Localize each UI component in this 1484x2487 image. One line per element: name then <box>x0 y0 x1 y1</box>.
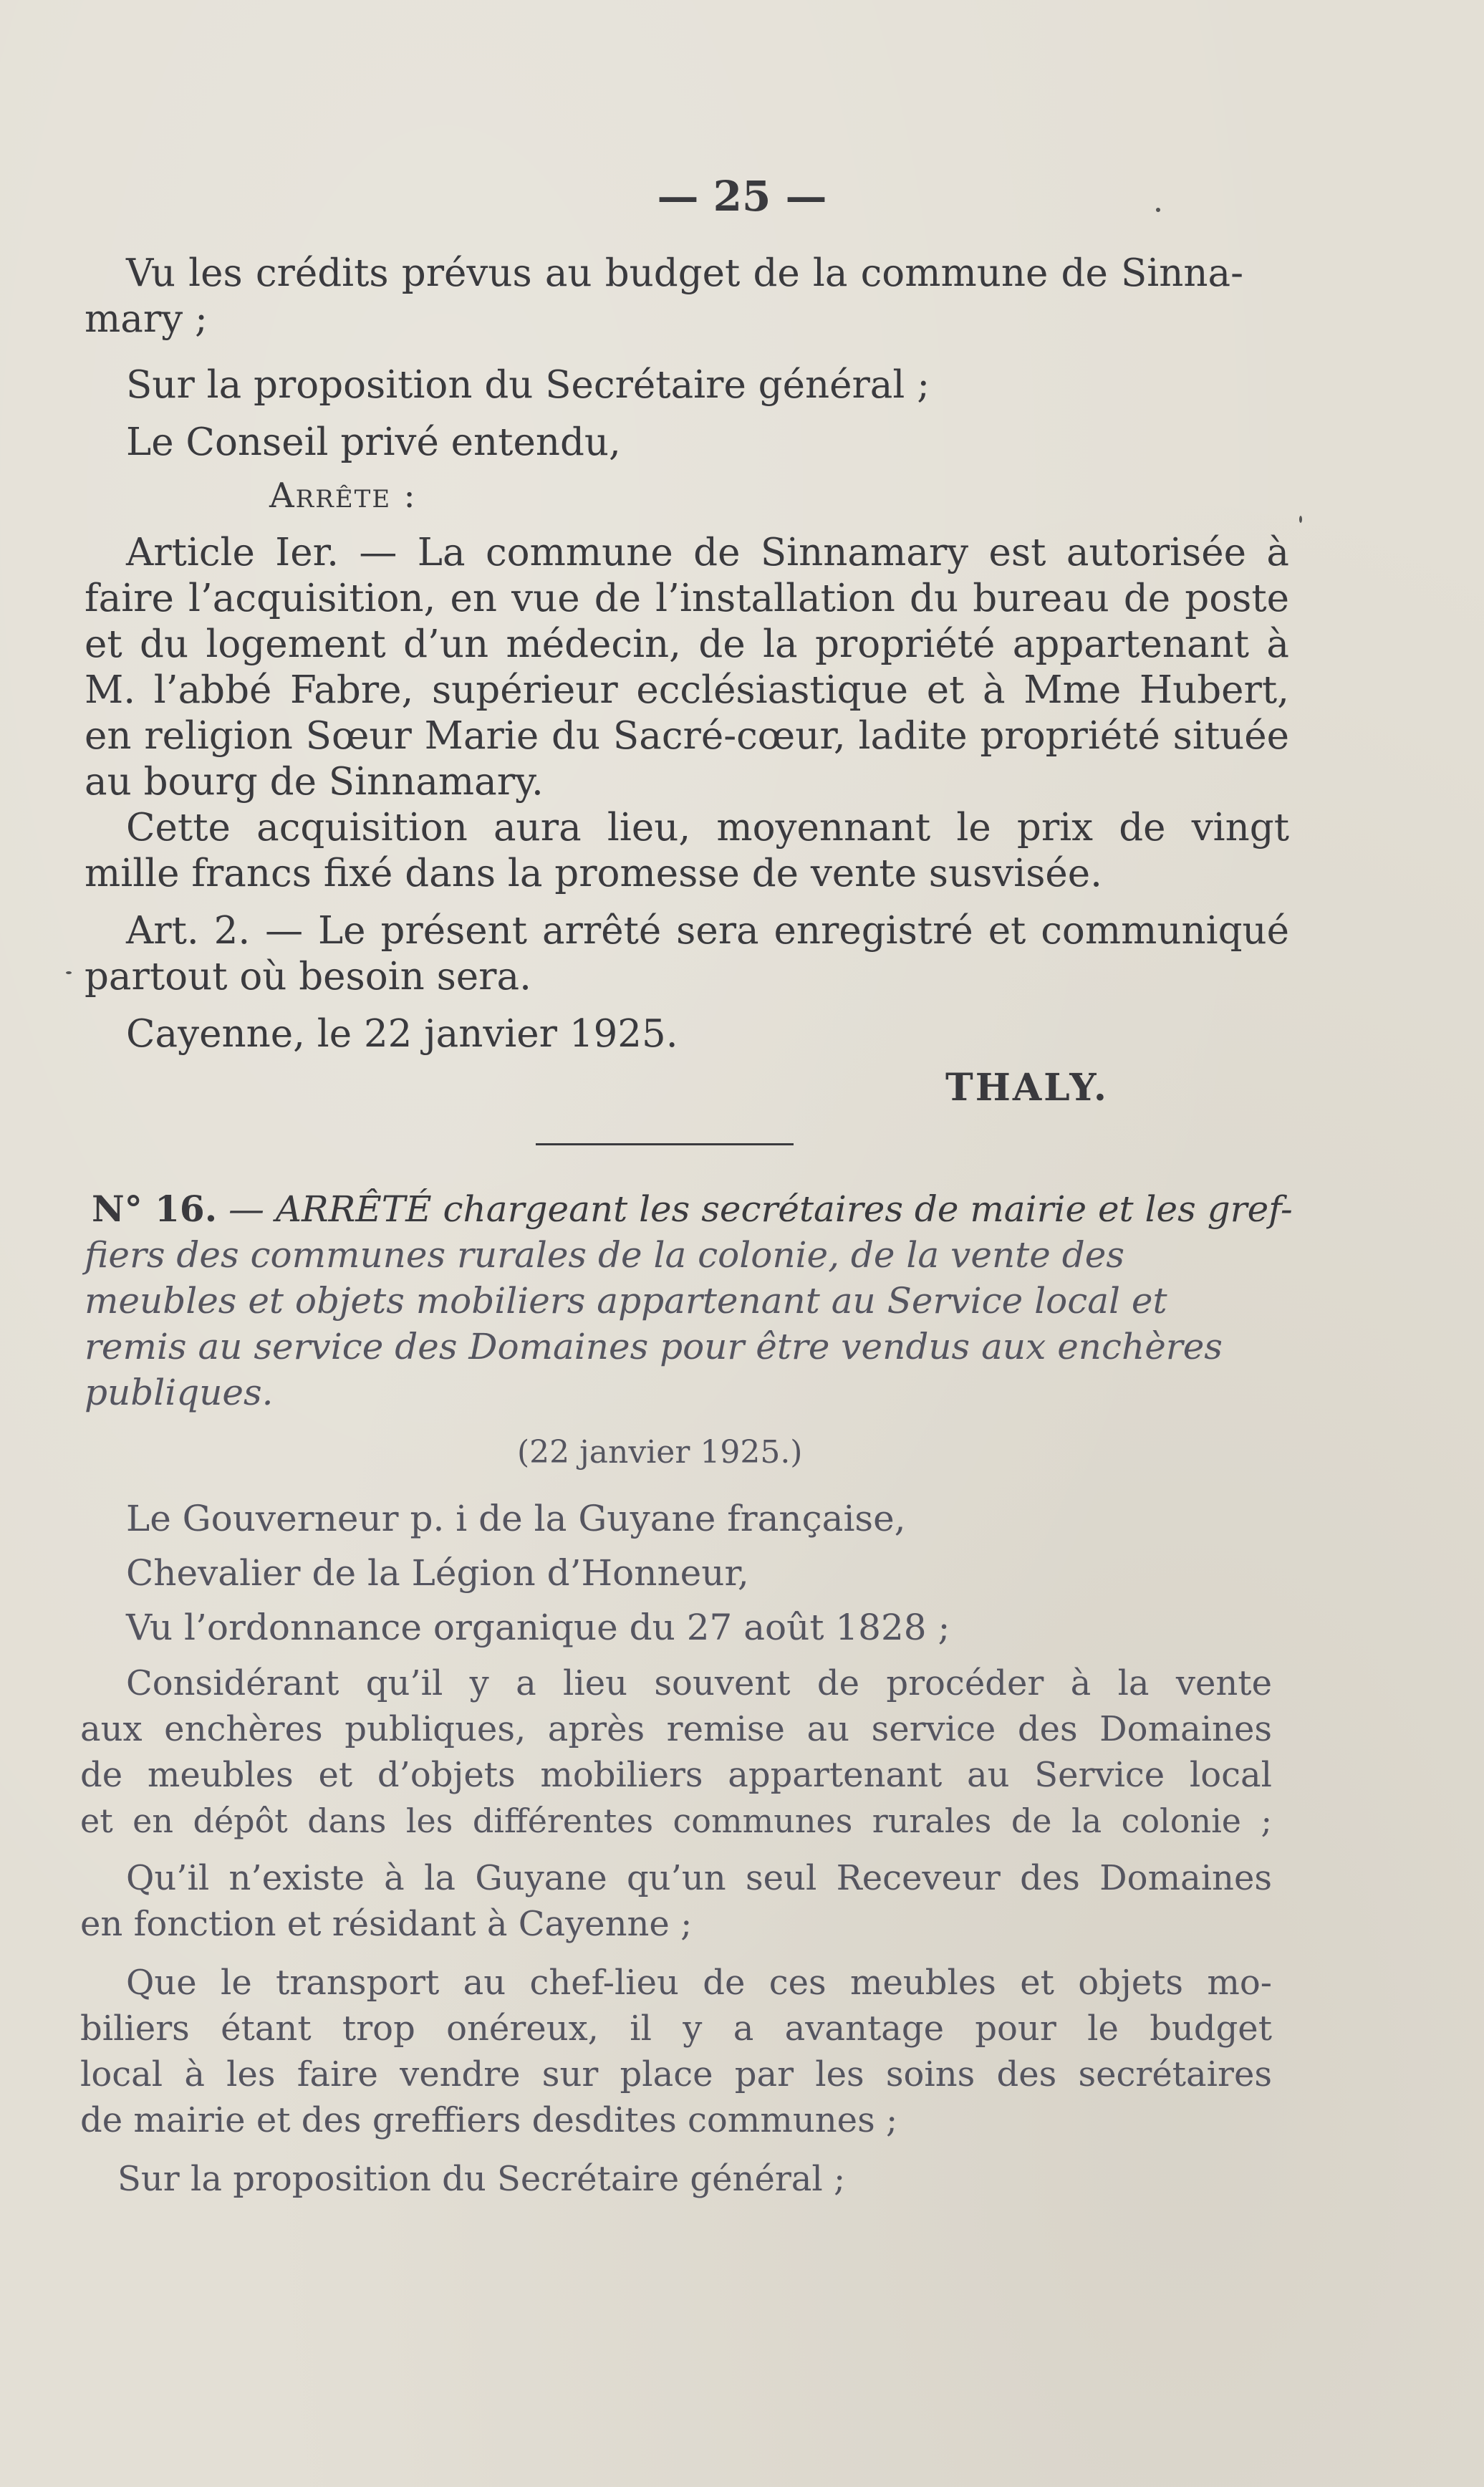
page-number: — 25 — <box>657 172 827 221</box>
proposition-line: Sur la proposition du Secrétaire général ; <box>126 363 930 407</box>
place-date: Cayenne, le 22 janvier 1925. <box>126 1012 678 1056</box>
transport-line: de mairie et des greffiers desdites communes ; <box>80 2100 898 2140</box>
decree-heading-line: publiques. <box>85 1372 274 1413</box>
article-2-line: Art. 2. — Le présent arrêté sera enregistré et communiqué <box>126 909 1289 953</box>
paper-speck <box>1299 516 1302 523</box>
receveur-line: Qu’il n’existe à la Guyane qu’un seul Receveur des Domaines <box>126 1858 1272 1898</box>
visa-line-2: mary ; <box>85 297 208 341</box>
receveur-line: en fonction et résidant à Cayenne ; <box>80 1904 693 1944</box>
section-divider <box>536 1143 794 1145</box>
chevalier-line: Chevalier de la Légion d’Honneur, <box>126 1552 749 1594</box>
conseil-line: Le Conseil privé entendu, <box>126 420 621 464</box>
paper-speck <box>1156 208 1160 212</box>
article-1-line: et du logement d’un médecin, de la propriété appartenant à <box>85 622 1289 666</box>
ordonnance-line: Vu l’ordonnance organique du 27 août 1828 ; <box>126 1607 950 1648</box>
acquisition-line: Cette acquisition aura lieu, moyennant le prix de vingt <box>126 806 1289 850</box>
decree-heading-line: meubles et objets mobiliers appartenant au Service local et <box>85 1280 1167 1322</box>
decree-number: N° 16. <box>92 1188 218 1230</box>
considerant-line: aux enchères publiques, après remise au service des Domaines <box>80 1709 1272 1749</box>
article-1-line: au bourg de Sinnamary. <box>85 760 544 804</box>
decree-date: (22 janvier 1925.) <box>517 1434 803 1471</box>
decree-heading <box>92 1186 1293 1232</box>
transport-line: local à les faire vendre sur place par les soins des secrétaires <box>80 2054 1272 2094</box>
signature: THALY. <box>945 1066 1109 1110</box>
decree-heading-line: fiers des communes rurales de la colonie, de la vente des <box>85 1234 1124 1276</box>
decree-heading-line: — ARRÊTÉ chargeant les secrétaires de mairie et les gref- <box>228 1188 1293 1230</box>
decree-heading-line: remis au service des Domaines pour être vendus aux enchères <box>85 1326 1223 1367</box>
transport-line: Que le transport au chef-lieu de ces meubles et objets mo- <box>126 1963 1272 2003</box>
considerant-line: et en dépôt dans les différentes communes rurales de la colonie ; <box>80 1801 1272 1840</box>
article-1-line: faire l’acquisition, en vue de l’installation du bureau de poste <box>85 577 1289 620</box>
acquisition-line: mille francs fixé dans la promesse de vente susvisée. <box>85 852 1102 895</box>
article-1-line: Article Ier. — La commune de Sinnamary est autorisée à <box>126 531 1289 574</box>
final-proposition-line: Sur la proposition du Secrétaire général ; <box>117 2159 846 2199</box>
article-2-line: partout où besoin sera. <box>85 955 531 999</box>
gouverneur-line: Le Gouverneur p. i de la Guyane française, <box>126 1498 906 1539</box>
arrete-heading: Arrête : <box>269 476 417 516</box>
article-1-line: M. l’abbé Fabre, supérieur ecclésiastique et à Mme Hubert, <box>85 668 1289 712</box>
transport-line: biliers étant trop onéreux, il y a avantage pour le budget <box>80 2009 1272 2049</box>
considerant-line: de meubles et d’objets mobiliers appartenant au Service local <box>80 1755 1272 1795</box>
visa-line-1: Vu les crédits prévus au budget de la commune de Sinna- <box>126 251 1243 295</box>
paper-speck <box>66 971 72 974</box>
article-1-line: en religion Sœur Marie du Sacré-cœur, ladite propriété située <box>85 714 1289 758</box>
considerant-line: Considérant qu’il y a lieu souvent de procéder à la vente <box>126 1663 1272 1703</box>
